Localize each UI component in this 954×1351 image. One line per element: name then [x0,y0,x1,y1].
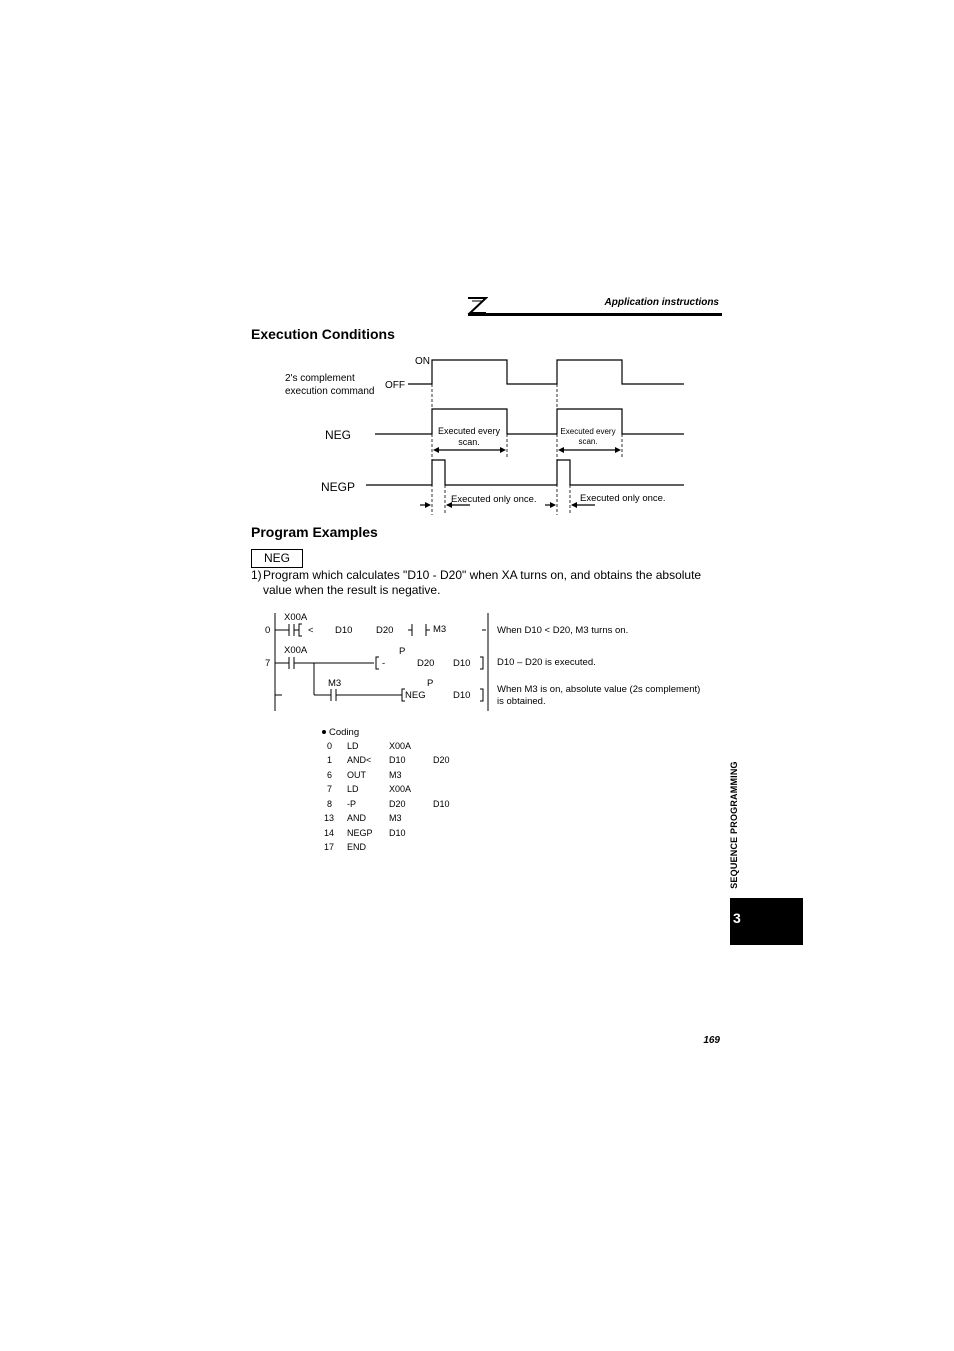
coding-step: 7 [327,784,333,794]
ladder-comment-3b: is obtained. [497,696,546,707]
every-scan-label-1b: scan. [458,437,480,447]
coding-step: 1 [327,755,333,765]
instruction-tag: NEG [251,549,303,568]
compare-operator: < [308,625,314,636]
contact-m3: M3 [328,678,342,689]
coding-operand: D10 [389,755,406,765]
pulse-label-1: P [399,646,406,657]
coding-instruction: LD [347,741,359,751]
example-number: 1) [251,568,262,582]
command-label-line1: 2's complement [285,373,355,384]
coding-step: 0 [327,741,333,751]
ladder-comment-1: When D10 < D20, M3 turns on. [497,625,629,636]
ladder-comment-3a: When M3 is on, absolute value (2s complement) [497,684,701,695]
every-scan-label-2a: Executed every [560,427,616,436]
negp-waveform [366,460,684,485]
chapter-tab [730,898,803,945]
example-text: Program which calculates "D10 - D20" when XA turns on, and obtains the absolute value when the result is negative. [263,568,702,597]
header-rule [468,313,722,316]
coding-instruction: LD [347,784,359,794]
coding-step: 14 [324,828,335,838]
header-title: Application instructions [604,297,719,308]
coding-instruction: -P [347,799,356,809]
compare-operand-d20: D20 [376,625,394,636]
section-title-program-examples: Program Examples [251,524,378,540]
neg-operand-d10: D10 [453,690,471,701]
neg-waveform [375,409,684,434]
coding-title: Coding [329,727,360,738]
negp-label: NEGP [321,480,356,494]
example-description [251,568,726,598]
coding-operand: D10 [389,828,406,838]
side-section-label: SEQUENCE PROGRAMMING [729,761,739,889]
command-label-line2: execution command [285,386,375,397]
command-waveform [408,360,684,384]
coding-operand: D10 [433,799,450,809]
step-7-label: 7 [265,658,271,669]
ladder-diagram [262,608,732,716]
subtract-operand-d10: D10 [453,658,471,669]
coding-operand: X00A [389,741,412,751]
bullet-icon [322,730,326,734]
coding-operand: X00A [389,784,412,794]
once-label-1: Executed only once. [451,494,537,505]
coding-operand: M3 [389,813,402,823]
step-0-label: 0 [265,625,271,636]
coding-operand: D20 [433,755,450,765]
coding-list [318,724,478,856]
every-scan-label-2b: scan. [578,437,598,446]
coding-step: 17 [324,842,335,852]
coding-instruction: END [347,842,367,852]
pulse-label-2: P [427,678,434,689]
section-title-execution-conditions: Execution Conditions [251,326,395,342]
contact-x00a-2: X00A [284,645,308,656]
once-label-2: Executed only once. [580,493,666,504]
neg-label: NEG [325,428,352,442]
neg-instruction: NEG [405,690,426,701]
off-label: OFF [385,380,405,391]
coding-instruction: AND< [347,755,372,765]
coding-instruction: NEGP [347,828,373,838]
coding-operand: M3 [389,770,402,780]
coding-instruction: OUT [347,770,366,780]
compare-operand-d10: D10 [335,625,353,636]
coding-step: 8 [327,799,333,809]
subtract-instruction: - [382,658,386,669]
page-number: 169 [703,1035,720,1046]
every-scan-label-1a: Executed every [437,426,501,436]
subtract-operand-d20: D20 [417,658,435,669]
coding-instruction: AND [347,813,367,823]
contact-x00a-1: X00A [284,612,308,623]
chapter-number: 3 [733,910,741,926]
coding-operand: D20 [389,799,406,809]
timing-diagram [270,350,700,520]
coil-m3: M3 [433,624,447,635]
coding-step: 6 [327,770,333,780]
on-label: ON [415,356,430,367]
ladder-comment-2: D10 – D20 is executed. [497,657,596,668]
coding-step: 13 [324,813,335,823]
